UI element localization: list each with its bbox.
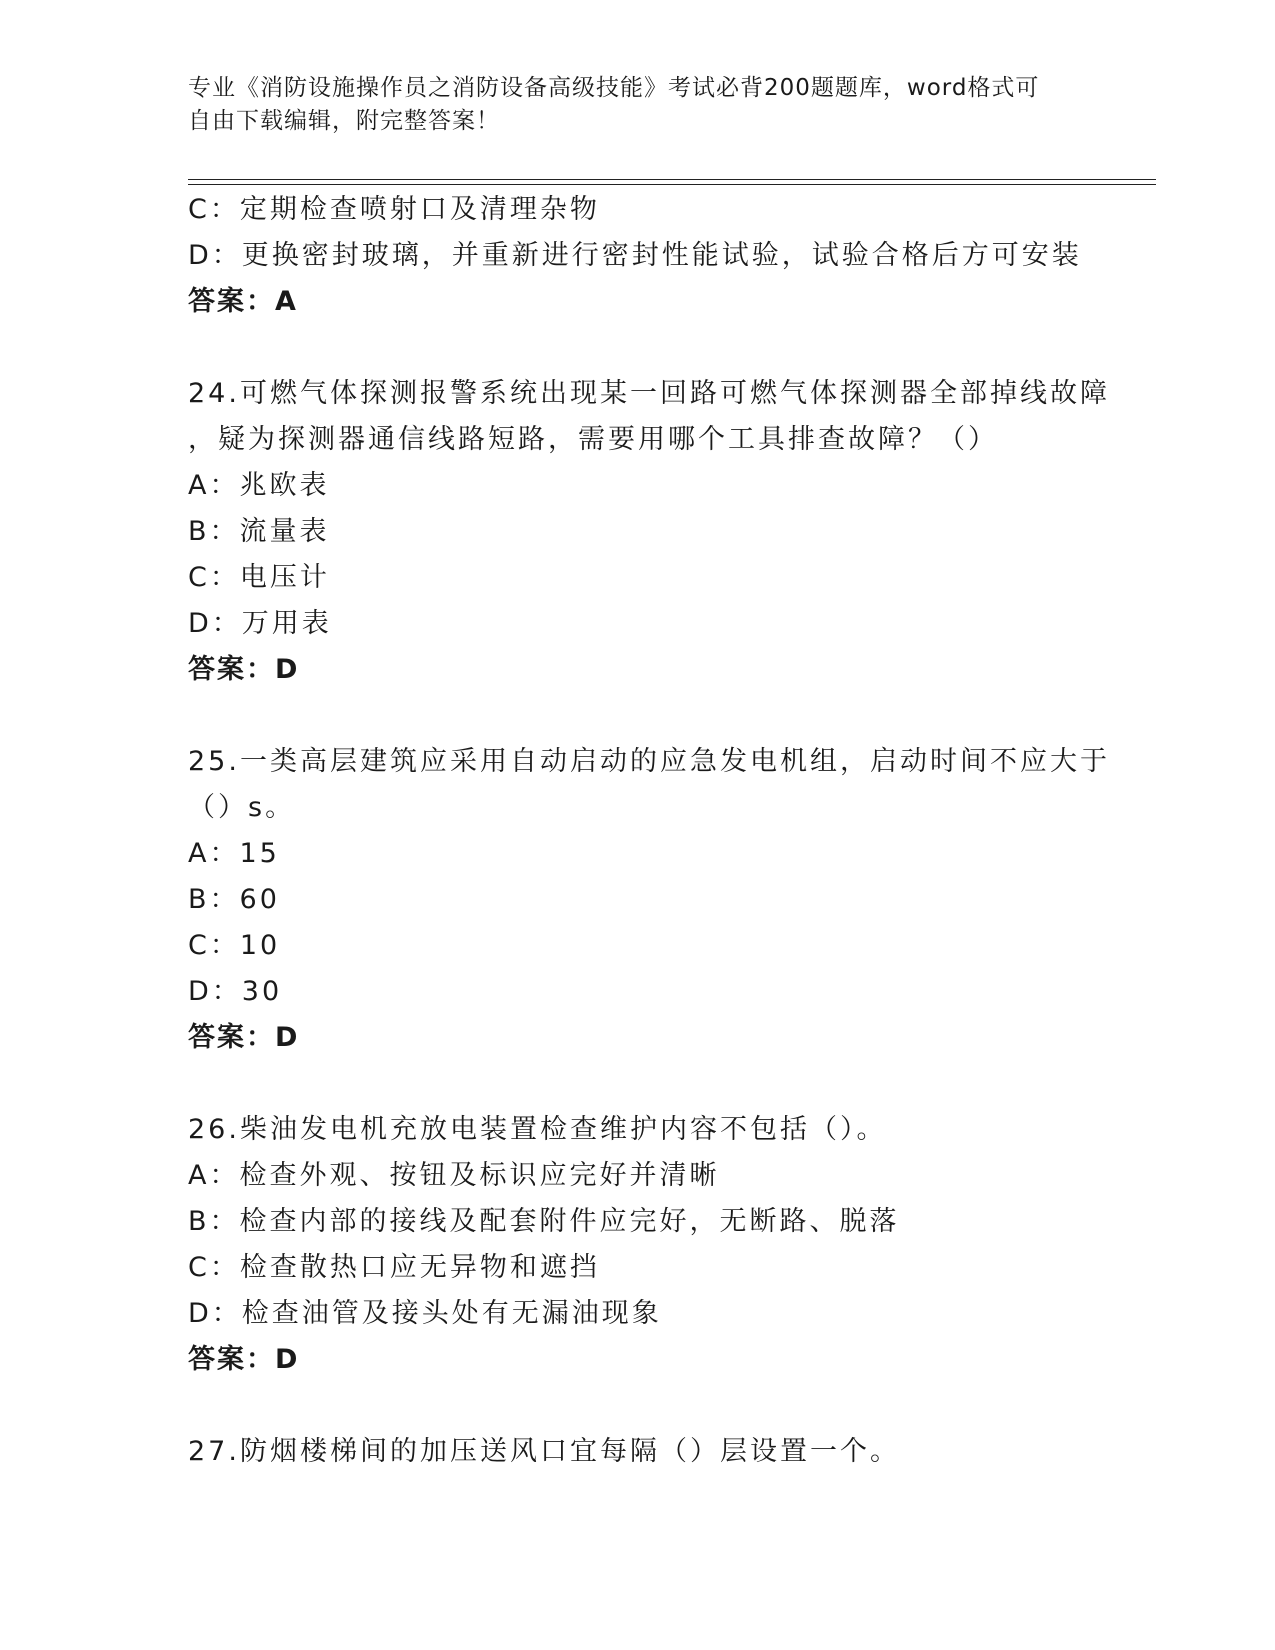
question-23-continued	[188, 187, 1108, 325]
option-b: B：流量表	[188, 516, 330, 547]
option-c: C：定期检查喷射口及清理杂物	[188, 194, 600, 225]
question-text: 24.可燃气体探测报警系统出现某一回路可燃气体探测器全部掉线故障	[188, 378, 1110, 409]
question-text-continued: ，疑为探测器通信线路短路，需要用哪个工具排查故障？（）	[188, 424, 998, 455]
question-25	[188, 739, 1108, 1061]
answer: 答案：D	[188, 1344, 300, 1375]
header-line-2: 自由下载编辑，附完整答案！	[188, 108, 500, 134]
option-a: A：检查外观、按钮及标识应完好并清晰	[188, 1160, 720, 1191]
question-text: 26.柴油发电机充放电装置检查维护内容不包括（）。	[188, 1114, 887, 1145]
question-list	[188, 187, 1108, 1475]
option-d: D：更换密封玻璃，并重新进行密封性能试验，试验合格后方可安装	[188, 240, 1082, 271]
document-header	[188, 72, 1088, 138]
option-a: A：15	[188, 838, 280, 869]
question-24	[188, 371, 1108, 693]
option-c: C：电压计	[188, 562, 330, 593]
header-divider-bottom	[188, 184, 1156, 185]
option-a: A：兆欧表	[188, 470, 330, 501]
question-26	[188, 1107, 1108, 1383]
answer: 答案：D	[188, 654, 300, 685]
header-divider-top	[188, 179, 1156, 180]
option-d: D：万用表	[188, 608, 332, 639]
header-line-1: 专业《消防设施操作员之消防设备高级技能》考试必背200题题库，word格式可	[188, 75, 1040, 101]
option-d: D：30	[188, 976, 283, 1007]
option-c: C：检查散热口应无异物和遮挡	[188, 1252, 600, 1283]
question-text: 25.一类高层建筑应采用自动启动的应急发电机组，启动时间不应大于	[188, 746, 1110, 777]
question-text-continued: （）s。	[188, 792, 296, 823]
option-d: D：检查油管及接头处有无漏油现象	[188, 1298, 662, 1329]
answer: 答案：A	[188, 286, 298, 317]
question-text: 27.防烟楼梯间的加压送风口宜每隔（）层设置一个。	[188, 1436, 900, 1467]
question-27	[188, 1429, 1108, 1475]
option-b: B：检查内部的接线及配套附件应完好，无断路、脱落	[188, 1206, 900, 1237]
answer: 答案：D	[188, 1022, 300, 1053]
option-b: B：60	[188, 884, 280, 915]
option-c: C：10	[188, 930, 281, 961]
